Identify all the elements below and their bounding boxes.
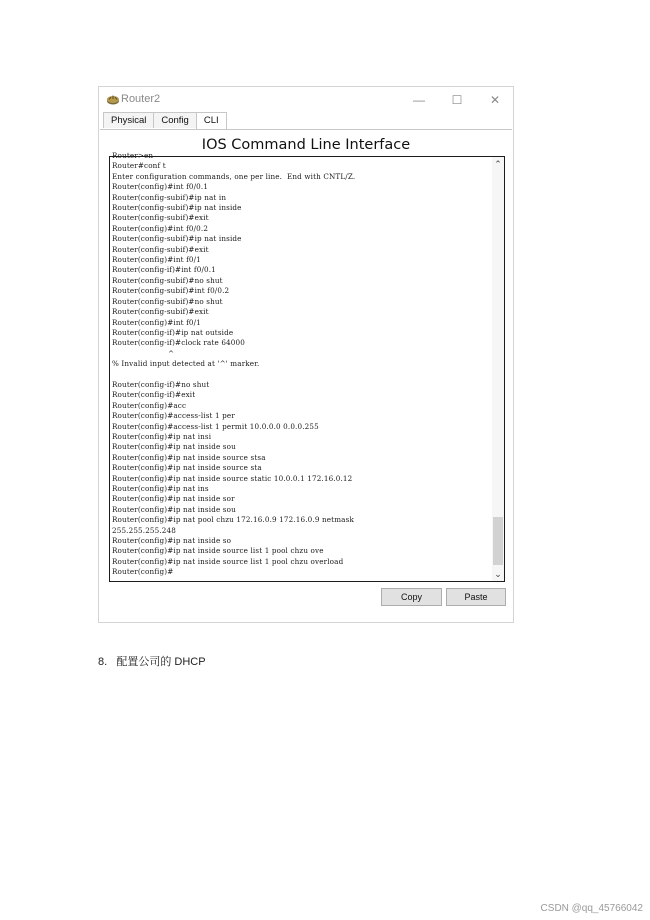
terminal-line: Router(config-subif)#ip nat inside bbox=[112, 234, 242, 244]
tab-config[interactable]: Config bbox=[153, 112, 196, 128]
terminal-line: Router(config)#ip nat inside sor bbox=[112, 494, 235, 504]
terminal-line: Router(config-subif)#exit bbox=[112, 307, 209, 317]
terminal-line: Router(config)#acc bbox=[112, 400, 187, 410]
terminal-line: Router(config)#ip nat inside sou bbox=[112, 442, 236, 452]
step-text: 配置公司的 DHCP bbox=[116, 656, 206, 668]
terminal-line: Router(config)#ip nat inside source static 10.0.0.1 172.16.0.12 bbox=[112, 473, 353, 483]
minimize-icon: — bbox=[413, 93, 425, 107]
minimize-button[interactable] bbox=[404, 89, 434, 111]
terminal-line: Router(config)#int f0/1 bbox=[112, 317, 201, 327]
terminal-line: Router(config-subif)#no shut bbox=[112, 296, 223, 306]
terminal-line: Router(config-if)#clock rate 64000 bbox=[112, 338, 245, 348]
terminal-line: Router(config)#ip nat ins bbox=[112, 484, 209, 493]
terminal-line: Router(config)#int f0/0.1 bbox=[112, 182, 209, 192]
terminal-line: Router#conf t bbox=[112, 161, 166, 171]
router-icon bbox=[106, 93, 120, 107]
copy-button[interactable]: Copy bbox=[381, 588, 442, 606]
terminal-line: Router(config)#int f0/0.2 bbox=[112, 223, 209, 233]
terminal-line: Router(config)#ip nat inside so bbox=[112, 536, 232, 546]
terminal-line: Router(config-subif)#exit bbox=[112, 213, 209, 223]
terminal-line: Router(config)#int f0/1 bbox=[112, 255, 201, 265]
tab-bar bbox=[103, 112, 226, 129]
step-number: 8. bbox=[98, 656, 108, 668]
terminal-line: ^ bbox=[112, 348, 175, 358]
terminal-output[interactable] bbox=[109, 151, 505, 582]
close-button[interactable] bbox=[480, 89, 510, 111]
terminal-line: Router(config)#ip nat insi bbox=[112, 431, 212, 441]
terminal-line: Router(config)#ip nat inside source stsa bbox=[112, 452, 266, 462]
tab-cli[interactable]: CLI bbox=[196, 112, 227, 129]
terminal-line: Router(config-subif)#exit bbox=[112, 244, 209, 254]
scroll-down-icon[interactable]: ⌄ bbox=[494, 568, 502, 579]
terminal-line: Router(config)#access-list 1 permit 10.0.0.0 0.0.0.255 bbox=[112, 421, 319, 431]
close-icon: ✕ bbox=[489, 93, 501, 107]
terminal-line: Router(config)#access-list 1 per bbox=[112, 411, 235, 421]
tab-physical[interactable]: Physical bbox=[103, 112, 154, 128]
cli-heading: IOS Command Line Interface bbox=[201, 137, 411, 153]
terminal-line: Router(config-subif)#ip nat inside bbox=[112, 203, 242, 213]
terminal-line: Router(config)#ip nat inside source list 1 pool chzu ove bbox=[112, 546, 324, 556]
terminal-line: Router(config)#ip nat pool chzu 172.16.0.9 172.16.0.9 netmask bbox=[112, 515, 354, 525]
document-step bbox=[98, 653, 206, 669]
terminal-line: Router(config-subif)#no shut bbox=[112, 275, 223, 285]
terminal-line: Router(config-subif)#int f0/0.2 bbox=[112, 286, 230, 296]
terminal-line: Router(config-if)#int f0/0.1 bbox=[112, 265, 216, 275]
terminal-line: Router(config-if)#no shut bbox=[112, 379, 210, 389]
scroll-up-icon[interactable]: ⌃ bbox=[494, 158, 502, 169]
cli-panel bbox=[100, 129, 512, 622]
terminal-line: Router(config-if)#ip nat outside bbox=[112, 327, 234, 337]
maximize-icon: ☐ bbox=[451, 93, 463, 107]
terminal-line: Router(config)#ip nat inside sou bbox=[112, 504, 236, 514]
terminal-scrollbar[interactable] bbox=[492, 157, 504, 581]
paste-button[interactable]: Paste bbox=[446, 588, 506, 606]
terminal-line bbox=[112, 370, 490, 380]
terminal-line: Router>en bbox=[112, 151, 154, 160]
terminal-line: Enter configuration commands, one per line. End with CNTL/Z. bbox=[112, 171, 356, 181]
router-window bbox=[98, 86, 514, 623]
terminal-line: Router(config-subif)#ip nat in bbox=[112, 192, 227, 202]
title-bar bbox=[99, 87, 513, 113]
maximize-button[interactable] bbox=[442, 89, 472, 111]
window-title: Router2 bbox=[121, 93, 161, 105]
terminal-lines bbox=[112, 151, 490, 578]
terminal-line: Router(config-if)#exit bbox=[112, 390, 196, 400]
terminal-line: % Invalid input detected at '^' marker. bbox=[112, 359, 260, 369]
terminal-line: 255.255.255.248 bbox=[112, 525, 176, 535]
scroll-thumb[interactable] bbox=[493, 517, 503, 565]
terminal-line: Router(config)#ip nat inside source sta bbox=[112, 463, 262, 473]
watermark: CSDN @qq_45766042 bbox=[540, 903, 643, 914]
terminal-line: Router(config)#ip nat inside source list 1 pool chzu overload bbox=[112, 556, 344, 566]
terminal-line: Router(config)# bbox=[112, 567, 174, 577]
